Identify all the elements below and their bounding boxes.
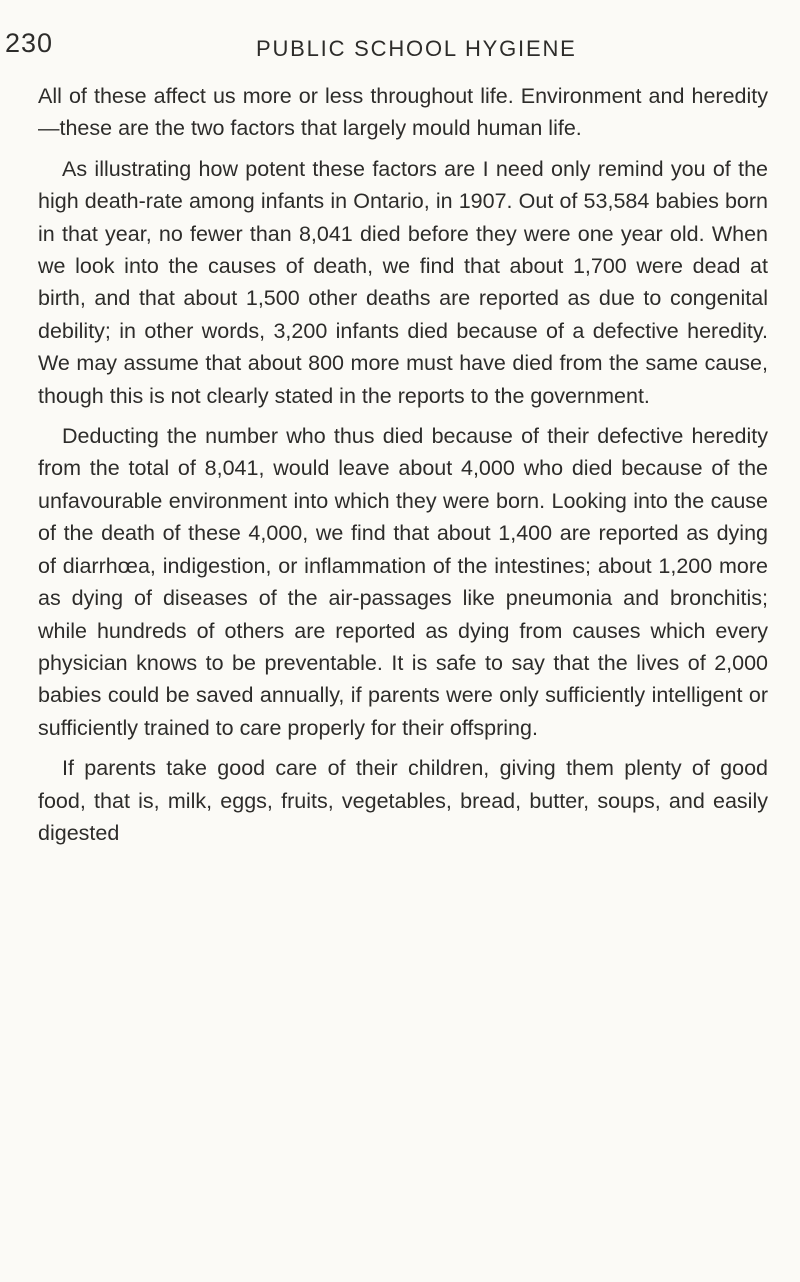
running-head: PUBLIC SCHOOL HYGIENE xyxy=(256,36,577,61)
page-number: 230 xyxy=(5,28,54,58)
paragraph: If parents take good care of their children, giving them plenty of good food, that is, milk, eggs, fruits, vegetables, bread, butter, soups, and easily digested xyxy=(38,756,768,845)
paragraph: All of these affect us more or less throughout life. Environment and heredity—these are the two factors that largely mould human life. xyxy=(38,84,768,141)
body-text xyxy=(38,80,768,857)
page-header xyxy=(0,28,800,68)
paragraph: Deducting the number who thus died because of their defective heredity from the total of 8,041, would leave about 4,000 who died because of the unfavourable environment into which they were born. Looking into the cause of the death of these 4,000, we find that about 1,400 are reported as dying of diarrhœa, indigestion, or inflammation of the intestines; about 1,200 more as dying of diseases of the air-passages like pneumonia and bronchitis; while hundreds of others are reported as dying from causes which every physician knows to be preventable. It is safe to say that the lives of 2,000 babies could be saved annually, if parents were only sufficiently intelligent or sufficiently trained to care properly for their offspring. xyxy=(38,424,768,740)
paragraph: As illustrating how potent these factors are I need only remind you of the high death-rate among infants in Ontario, in 1907. Out of 53,584 babies born in that year, no fewer than 8,041 died before they were one year old. When we look into the causes of death, we find that about 1,700 were dead at birth, and that about 1,500 other deaths are reported as due to congenital debility; in other words, 3,200 infants died because of a defective heredity. We may assume that about 800 more must have died from the same cause, though this is not clearly stated in the reports to the government. xyxy=(38,156,768,408)
